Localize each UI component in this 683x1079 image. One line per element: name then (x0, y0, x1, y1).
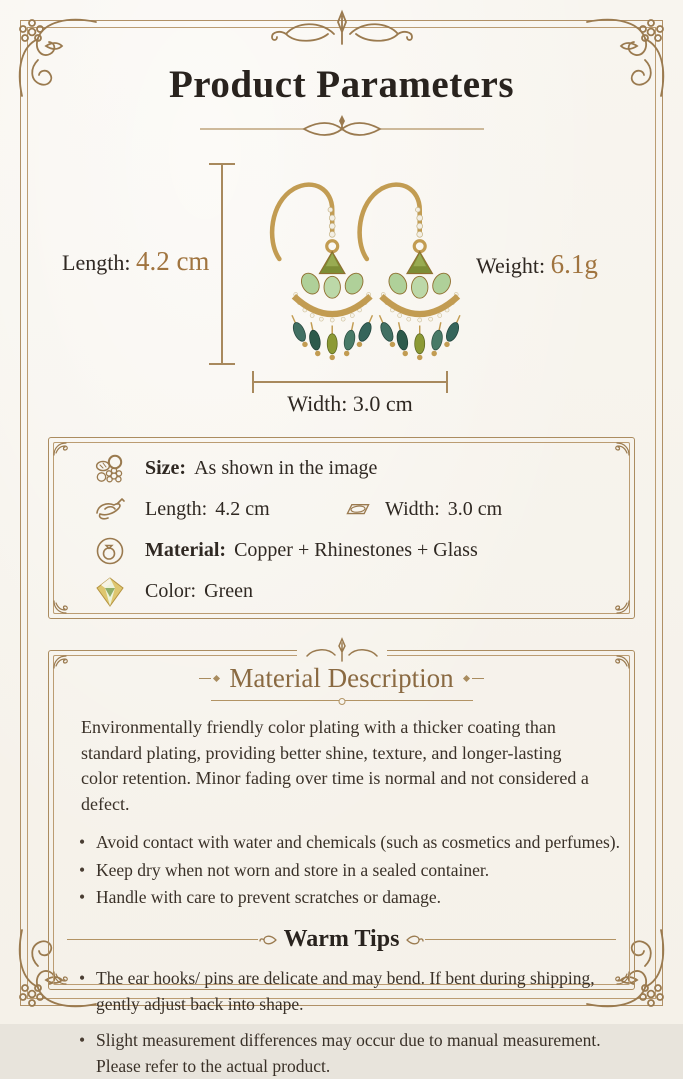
heading-ornament-left-icon (199, 676, 219, 681)
warm-tips-list (79, 965, 616, 1079)
param-row-color (49, 571, 634, 612)
care-item: • Avoid contact with water and chemicals (such as cosmetics and perfumes). (79, 829, 624, 857)
param-material-label: Material: (145, 539, 227, 561)
page-title: Product Parameters (168, 63, 515, 106)
care-instructions-list (79, 829, 624, 912)
param-material-value: Copper + Rhinestones + Glass (234, 539, 478, 561)
warm-tips-heading: Warm Tips (283, 926, 400, 953)
width-value: 3.0 cm (352, 391, 413, 416)
material-description-paragraph: Environmentally friendly color plating with a thicker coating than standard plating, providing better shine, texture, and longer-lasting color retention. Minor fading over time is normal and not considered a defect. (81, 717, 589, 814)
parameters-rows (49, 448, 634, 612)
ring-icon (93, 534, 127, 568)
width-measure-line (252, 381, 448, 383)
panel-top-flourish-icon (297, 637, 387, 665)
warm-tips-line-right (425, 939, 616, 940)
length-measure-line (221, 163, 223, 365)
length-label: Length: (62, 250, 131, 275)
stacked-rings-icon (93, 452, 127, 486)
param-size-label: Size: (145, 457, 187, 479)
material-description-heading: Material Description (229, 663, 454, 693)
care-item: • Keep dry when not worn and store in a sealed container. (79, 857, 624, 885)
param-length-label: Length: (145, 498, 208, 520)
parameters-panel (48, 437, 635, 619)
warm-tips-line-left (67, 939, 258, 940)
param-length-value: 4.2 cm (215, 498, 270, 520)
hand-holding-ring-icon (93, 493, 127, 527)
param-width-label: Width: (385, 498, 440, 520)
heading-underline (211, 700, 473, 701)
warm-tips-curl-left-icon (258, 933, 278, 947)
length-dimension-label (62, 246, 208, 277)
param-color-label: Color: (145, 580, 197, 602)
panel-corner-curl-icon (612, 653, 632, 673)
green-gem-icon (93, 575, 127, 609)
param-size-value: As shown in the image (194, 457, 378, 479)
bangle-icon (343, 499, 373, 521)
param-color-value: Green (204, 580, 253, 602)
panel-corner-curl-icon (51, 653, 71, 673)
care-item: • Handle with care to prevent scratches or damage. (79, 884, 624, 912)
material-description-heading-row (49, 663, 634, 694)
param-width-value: 3.0 cm (447, 498, 503, 520)
heading-ornament-right-icon (464, 676, 484, 681)
warm-tips-curl-right-icon (405, 933, 425, 947)
earrings-photo (252, 175, 458, 363)
measurement-figure (0, 150, 683, 420)
param-row-material (49, 530, 634, 571)
title-divider-ornament-icon (192, 116, 492, 142)
panel-corner-curl-icon (51, 967, 71, 987)
weight-value: 6.1g (550, 249, 598, 279)
weight-dimension-label (476, 249, 598, 280)
width-label: Width: (287, 391, 348, 416)
param-row-size (49, 448, 634, 489)
param-row-length-width (49, 489, 634, 530)
tip-item: • The ear hooks/ pins are delicate and may bend. If bent during shipping, gently adjust back into shape. (79, 965, 616, 1018)
weight-label: Weight: (476, 253, 546, 278)
warm-tips-heading-row (67, 926, 616, 953)
width-dimension-label (250, 391, 450, 417)
tip-item: • Slight measurement differences may occur due to manual measurement. Please refer to the actual product. (79, 1027, 616, 1079)
material-description-panel (48, 650, 635, 1076)
length-value: 4.2 cm (135, 246, 210, 276)
top-center-flourish-icon (262, 10, 422, 54)
